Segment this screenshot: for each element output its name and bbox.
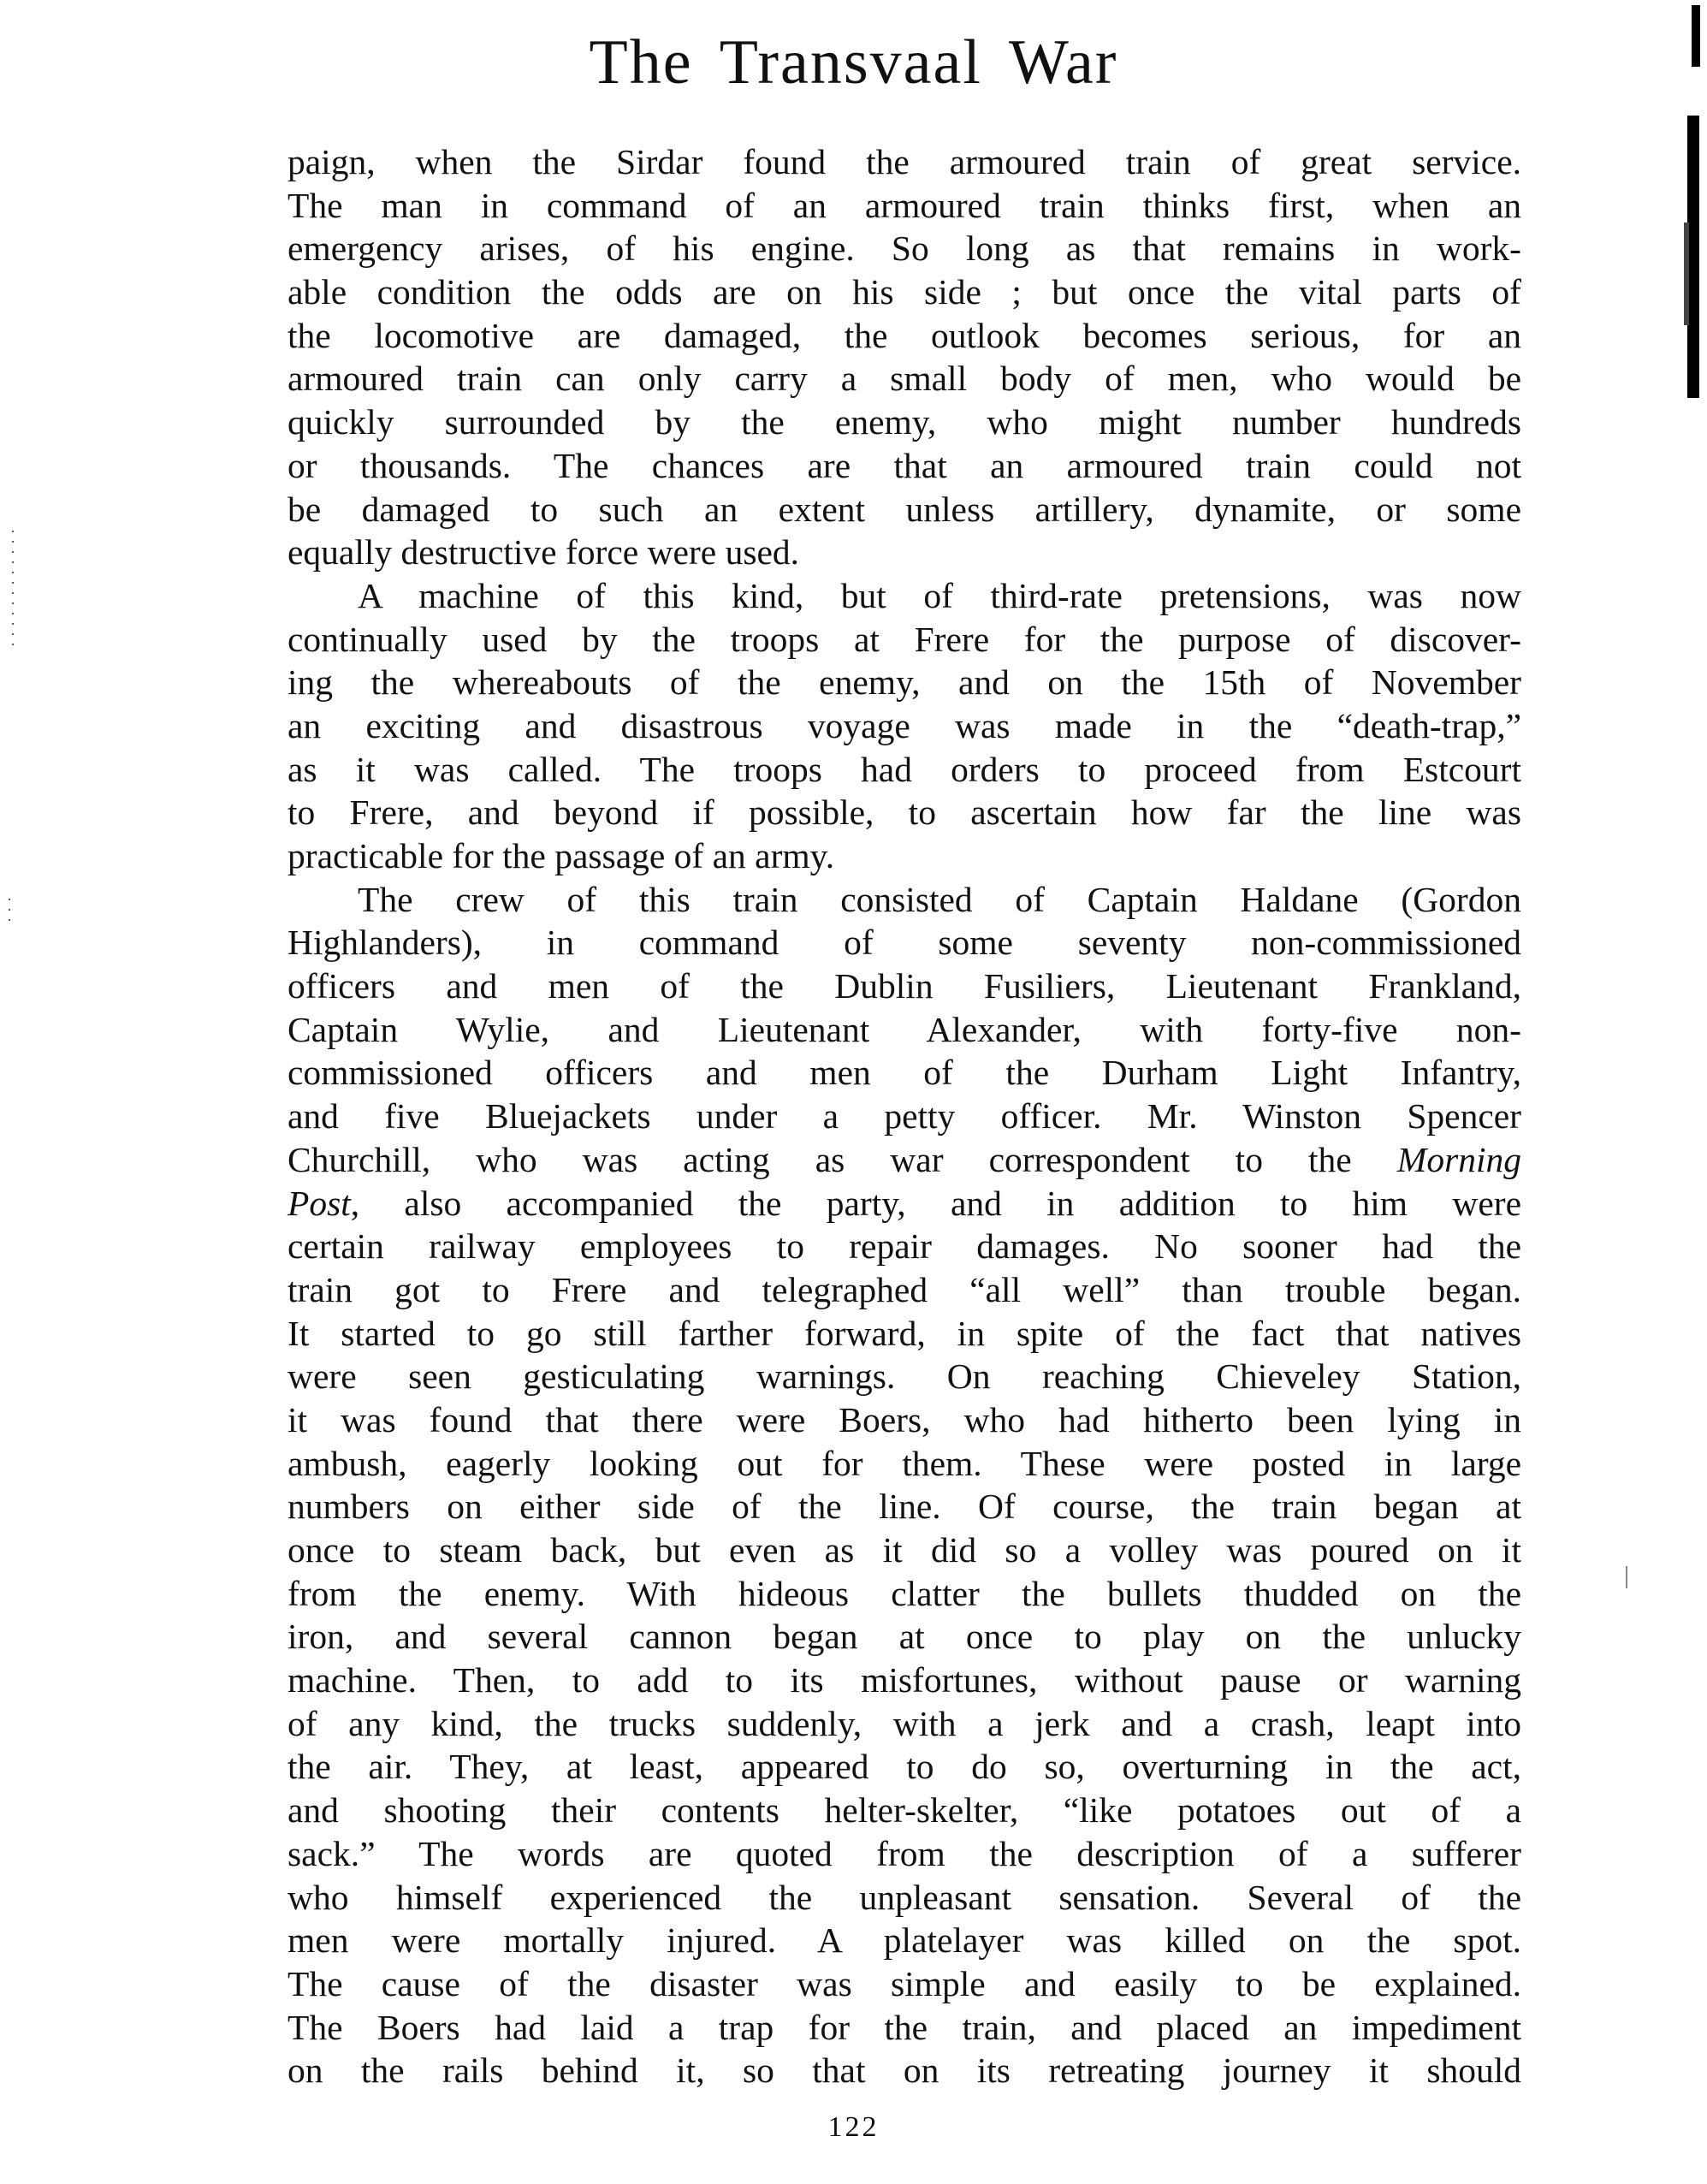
text-line: of any kind, the trucks suddenly, with a jerk and a crash, leapt into (287, 1703, 1521, 1743)
body-text (287, 140, 1521, 2092)
running-head: The Transvaal War (589, 27, 1118, 98)
text-line: were seen gesticulating warnings. On reaching Chieveley Station, (287, 1356, 1521, 1397)
text-line: who himself experienced the unpleasant sensation. Several of the (287, 1877, 1521, 1917)
text-line: emergency arises, of his engine. So long as that remains in work- (287, 228, 1521, 269)
scan-margin-tick (1626, 1566, 1627, 1588)
text-line: ambush, eagerly looking out for them. These were posted in large (287, 1443, 1521, 1483)
text-line: paign, when the Sirdar found the armoured train of great service. (287, 142, 1521, 181)
text-line: numbers on either side of the line. Of course, the train began at (287, 1487, 1521, 1527)
text-line: Highlanders), in command of some seventy non-commissioned (287, 923, 1521, 963)
text-line-with-italic (287, 1138, 1521, 1182)
text-line: commissioned officers and men of the Durham Light Infantry, (287, 1053, 1521, 1093)
text-line: train got to Frere and telegraphed “all well” than trouble began. (287, 1269, 1521, 1309)
text-line: an exciting and disastrous voyage was made in the “death-trap,” (287, 705, 1521, 745)
text-line: The man in command of an armoured train thinks first, when an (287, 185, 1521, 225)
text-line: continually used by the troops at Frere for the purpose of discover- (287, 619, 1521, 659)
text-line: armoured train can only carry a small body of men, who would be (287, 359, 1521, 399)
paragraph-end-line: practicable for the passage of an army. (287, 836, 835, 875)
text-line: the locomotive are damaged, the outlook becomes serious, for an (287, 315, 1521, 355)
paragraph-start-line: A machine of this kind, but of third-rate pretensions, was now (358, 575, 1521, 615)
text-line: and five Bluejackets under a petty officer. Mr. Winston Spencer (287, 1096, 1521, 1137)
text-line: able condition the odds are on his side ; but once the vital parts of (287, 272, 1521, 312)
text-line: be damaged to such an extent unless artillery, dynamite, or some (287, 489, 1521, 529)
text-run: Churchill, who was acting as war correspondent to the (287, 1139, 1397, 1179)
text-run: , also accompanied the party, and in addition to him were (350, 1183, 1521, 1223)
text-line: the air. They, at least, appeared to do so, overturning in the act, (287, 1747, 1521, 1787)
text-line: from the enemy. With hideous clatter the bullets thudded on the (287, 1573, 1521, 1613)
paragraph-start-line: The crew of this train consisted of Captain Haldane (Gordon (358, 879, 1521, 919)
paragraph-end-line: equally destructive force were used. (287, 532, 800, 573)
page-number: 122 (827, 2111, 880, 2143)
scan-edge-marks (9, 899, 10, 924)
text-line: on the rails behind it, so that on its retreating journey it should (287, 2050, 1521, 2091)
text-line: and shooting their contents helter-skelter, “like potatoes out of a (287, 1790, 1521, 1831)
text-line: iron, and several cannon began at once to play on the unlucky (287, 1617, 1521, 1657)
text-line: once to steam back, but even as it did so a volley was poured on it (287, 1530, 1521, 1570)
text-line: quickly surrounded by the enemy, who might number hundreds (287, 402, 1521, 442)
text-line: to Frere, and beyond if possible, to ascertain how far the line was (287, 792, 1521, 833)
text-line: The cause of the disaster was simple and easily to be explained. (287, 1963, 1521, 2003)
text-line: The Boers had laid a trap for the train, and placed an impediment (287, 2007, 1521, 2047)
scan-edge-shadow (1687, 116, 1699, 398)
text-line: machine. Then, to add to its misfortunes, without pause or warning (287, 1660, 1521, 1700)
text-line-with-italic (287, 1182, 1521, 1226)
scan-edge-shadow (1692, 5, 1700, 67)
text-line: sack.” The words are quoted from the description of a sufferer (287, 1833, 1521, 1873)
text-line: men were mortally injured. A platelayer was killed on the spot. (287, 1920, 1521, 1961)
scan-edge-shadow (1684, 223, 1689, 325)
text-line: certain railway employees to repair damages. No sooner had the (287, 1226, 1521, 1267)
text-line: Captain Wylie, and Lieutenant Alexander, with forty-five non- (287, 1009, 1521, 1049)
text-line: or thousands. The chances are that an armoured train could not (287, 445, 1521, 485)
text-line: as it was called. The troops had orders to proceed from Estcourt (287, 749, 1521, 789)
text-line: It started to go still farther forward, in spite of the fact that natives (287, 1313, 1521, 1353)
italic-title-post: Post (287, 1183, 351, 1223)
scan-edge-marks (12, 531, 14, 650)
text-line: ing the whereabouts of the enemy, and on the 15th of November (287, 662, 1521, 703)
text-line: officers and men of the Dublin Fusiliers, Lieutenant Frankland, (287, 966, 1521, 1006)
italic-title-morning: Morning (1396, 1139, 1521, 1179)
text-line: it was found that there were Boers, who had hitherto been lying in (287, 1399, 1521, 1439)
